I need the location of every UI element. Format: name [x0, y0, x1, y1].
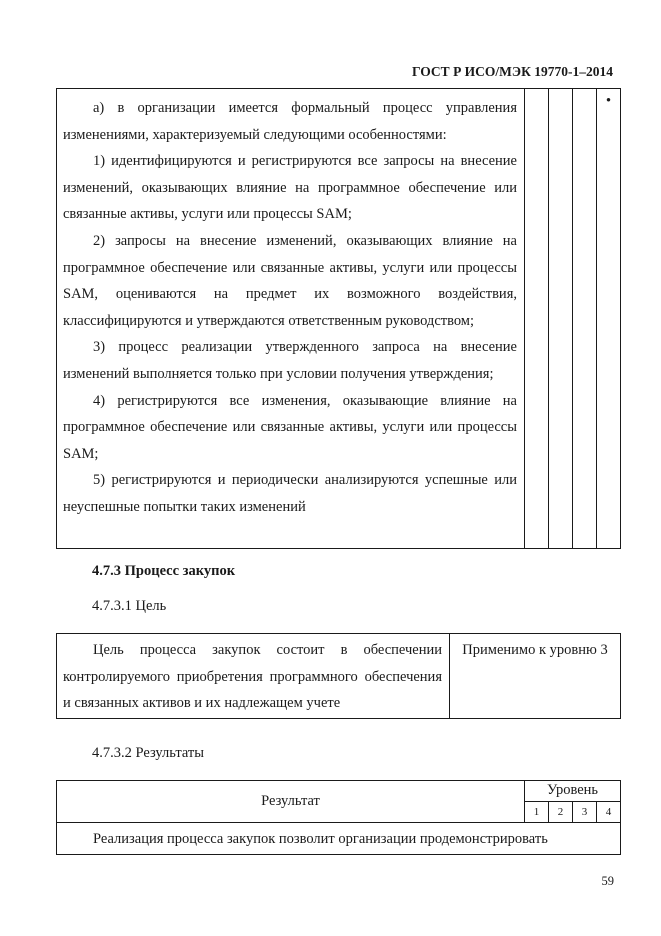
requirements-table: [56, 88, 621, 549]
req-item-a: а) в организации имеется формальный процесс управления изменениями, характеризуемый следующими особенностями:: [63, 100, 517, 143]
page-number: 59: [601, 874, 614, 888]
level-2-cell: [549, 89, 573, 549]
level-1-cell: [525, 89, 549, 549]
results-table: [56, 780, 621, 855]
req-item-3: 3) процесс реализации утвержденного запроса на внесение изменений выполняется только при условии получения утверждения;: [63, 339, 517, 382]
level-number-3: 3: [573, 802, 597, 823]
result-column-header: Результат: [57, 781, 525, 823]
level-number-1: 1: [525, 802, 549, 823]
document-header: ГОСТ Р ИСО/МЭК 19770-1–2014: [412, 64, 613, 79]
level-4-mark: •: [605, 93, 612, 109]
subsection-results-title: 4.7.3.2 Результаты: [92, 745, 204, 761]
req-item-4: 4) регистрируются все изменения, оказывающие влияние на программное обеспечение или связанные активы, услуги или процессы SAM;: [63, 392, 517, 462]
level-column-header: Уровень: [525, 781, 621, 802]
purpose-text: Цель процесса закупок состоит в обеспечении контролируемого приобретения программного обеспечения и связанных активов и их надлежащем учете: [63, 642, 442, 712]
level-number-4: 4: [597, 802, 621, 823]
req-item-2: 2) запросы на внесение изменений, оказывающих влияние на программное обеспечение или связанные активы, услуги или процессы SAM, оцениваются на предмет их возможного воздействия, классифицируются и утверждаются ответственным руководством;: [63, 232, 517, 329]
level-4-cell: [597, 89, 621, 549]
req-item-5: 5) регистрируются и периодически анализируются успешные или неуспешные попытки таких изменений: [63, 472, 517, 515]
purpose-table: [56, 633, 621, 719]
level-3-cell: [573, 89, 597, 549]
req-item-1: 1) идентифицируются и регистрируются все запросы на внесение изменений, оказывающих влияние на программное обеспечение или связанные активы, услуги или процессы SAM;: [63, 153, 517, 223]
subsection-purpose-title: 4.7.3.1 Цель: [92, 598, 167, 614]
purpose-cell: [57, 634, 450, 719]
results-first-row: Реализация процесса закупок позволит организации продемонстрировать: [57, 823, 621, 855]
requirements-text-cell: [57, 89, 525, 549]
section-title: 4.7.3 Процесс закупок: [92, 563, 236, 579]
applicability-cell: Применимо к уровню 3: [450, 634, 621, 719]
level-number-2: 2: [549, 802, 573, 823]
